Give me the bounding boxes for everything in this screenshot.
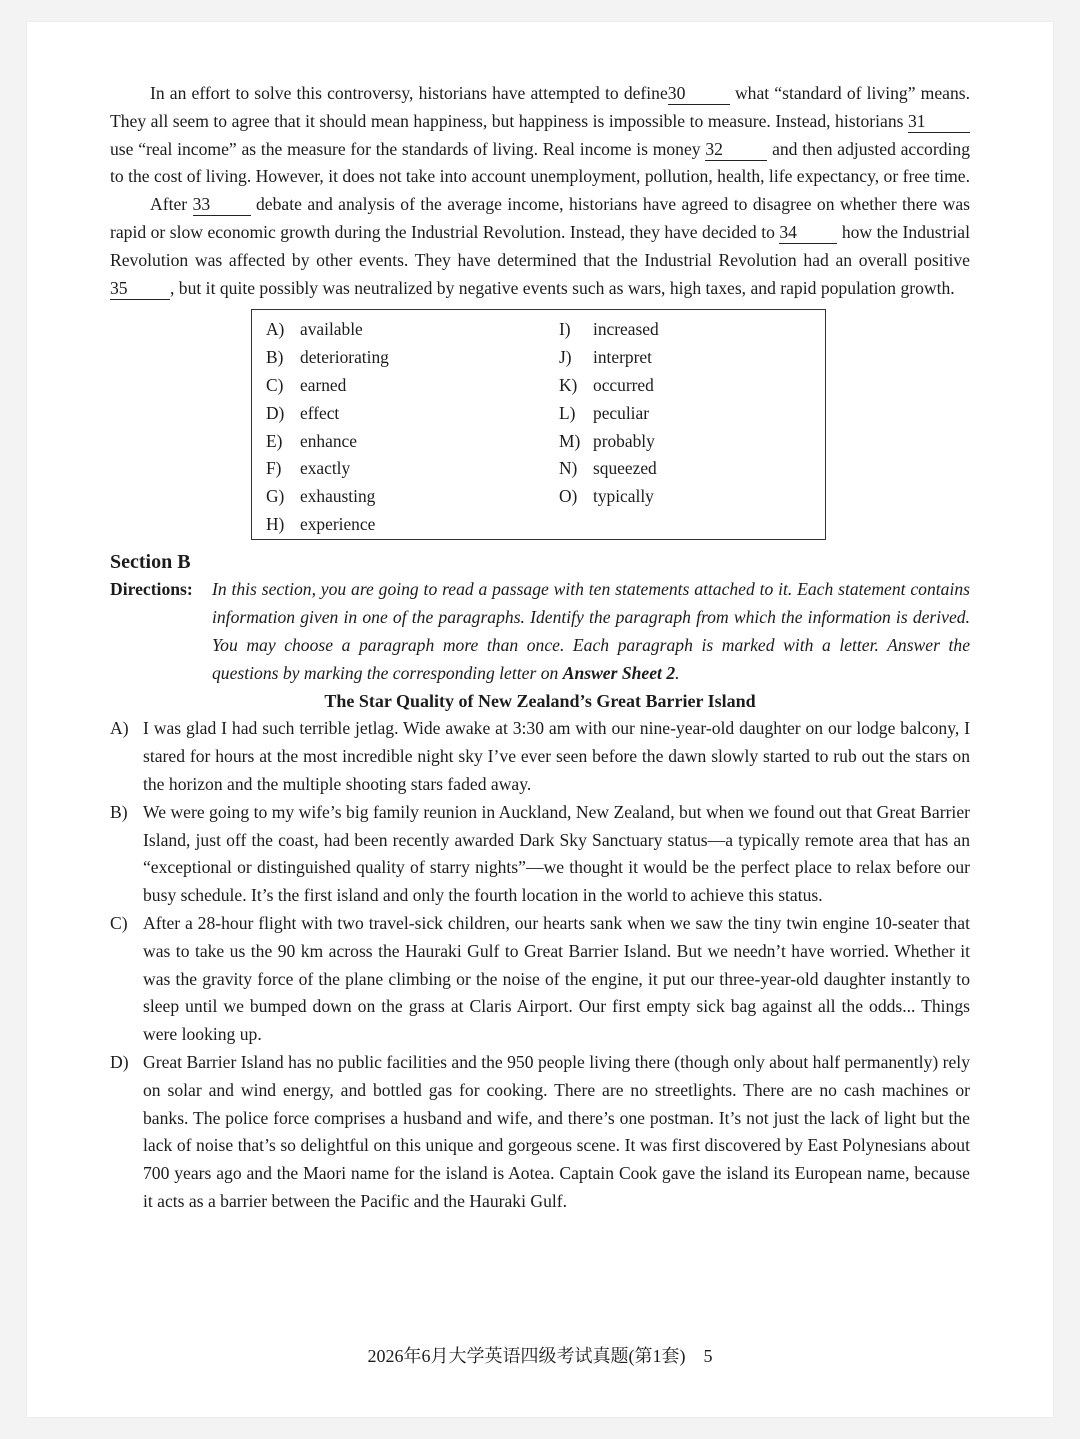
word-bank-item: A) available xyxy=(266,319,363,340)
cloze-paragraph-1: In an effort to solve this controversy, historians have attempted to define30 what “standard of living” means. They all seem to agree that it should mean happiness, but happiness is impossible to measure. Instead, historians 31 use “real income” as the measure for the standards of living. Real income is money 32 and then adjusted according to the cost of living. However, it does not take into account unemployment, pollution, health, life expectancy, or free time. xyxy=(110,83,971,187)
word-bank-item: N) squeezed xyxy=(559,458,657,479)
word-bank-item: E) enhance xyxy=(266,430,357,451)
word-bank-item: D) effect xyxy=(266,402,340,423)
paragraph-letter: D) xyxy=(110,1051,129,1072)
blank-32: 32 xyxy=(705,138,767,161)
word-bank-item: J) interpret xyxy=(559,347,652,368)
word-bank xyxy=(251,309,826,540)
blank-30: 30 xyxy=(668,82,730,105)
directions-label: Directions: xyxy=(110,579,193,600)
word-bank-item: K) occurred xyxy=(559,374,654,395)
paragraph-text: Great Barrier Island has no public facilities and the 950 people living there (though only about half permanently) rely on solar and wind energy, and bottled gas for cooking. There are no streetlights. There are no cash machines or banks. The police force comprises a husband and wife, and there’s one postman. It’s not just the lack of light but the lack of noise that’s so delightful on this unique and gorgeous scene. It was first discovered by East Polynesians about 700 years ago and the Maori name for the island is Aotea. Captain Cook gave the island its European name, because it acts as a barrier between the Pacific and the Hauraki Gulf. xyxy=(143,1051,970,1211)
word-bank-item: L) peculiar xyxy=(559,402,650,423)
directions-text: In this section, you are going to read a passage with ten statements attached to it. Each statement contains information given in one of the paragraphs. Identify the paragraph from which the information is derived. You may choose a paragraph more than once. Each paragraph is marked with a letter. Answer the questions by marking the corresponding letter on Answer Sheet 2. xyxy=(212,579,970,683)
paragraph-letter: A) xyxy=(110,718,129,739)
blank-34: 34 xyxy=(779,221,837,244)
page-number: 5 xyxy=(703,1346,713,1366)
word-bank-right-column xyxy=(559,316,659,511)
word-bank-item: O) typically xyxy=(559,486,654,507)
blank-33: 33 xyxy=(193,193,251,216)
article-paragraph-a xyxy=(110,715,970,798)
cloze-paragraph-2: After 33 debate and analysis of the average income, historians have agreed to disagree on whether there was rapid or slow economic growth during the Industrial Revolution. Instead, they have decided to 34 how the Industrial Revolution was affected by other events. They have determined that the Industrial Revolution had an overall positive 35 , but it quite possibly was neutralized by negative events such as wars, high taxes, and rapid population growth. xyxy=(110,194,970,298)
footer-exam-title: 2026年6月大学英语四级考试真题(第1套) xyxy=(367,1346,686,1366)
directions xyxy=(110,576,970,687)
paragraph-letter: B) xyxy=(110,801,128,822)
word-bank-item: M) probably xyxy=(559,430,655,451)
section-title: Section B xyxy=(110,551,191,574)
article-paragraph-d xyxy=(110,1049,970,1216)
paragraph-text: I was glad I had such terrible jetlag. Wide awake at 3:30 am with our nine-year-old daughter on our lodge balcony, I stared for hours at the most incredible night sky I’ve ever seen before the dawn slowly started to rub out the stars on the horizon and the multiple shooting stars faded away. xyxy=(143,718,970,794)
word-bank-item: C) earned xyxy=(266,374,347,395)
blank-31: 31 xyxy=(908,110,970,133)
word-bank-item: G) exhausting xyxy=(266,486,376,507)
answer-sheet-reference: Answer Sheet 2 xyxy=(562,662,676,683)
article-paragraph-c xyxy=(110,910,970,1049)
word-bank-item: F) exactly xyxy=(266,458,351,479)
word-bank-item: I) increased xyxy=(559,319,659,340)
page-footer xyxy=(0,1342,1080,1368)
word-bank-item: B) deteriorating xyxy=(266,347,389,368)
exam-content xyxy=(110,80,970,1216)
paragraph-text: After a 28-hour flight with two travel-sick children, our hearts sank when we saw the tiny twin engine 10-seater that was to take us the 90 km across the Hauraki Gulf to Great Barrier Island. But we needn’t have worried. Whether it was the gravity force of the plane climbing or the noise of the engine, it put our three-year-old daughter instantly to sleep until we bumped down on the grass at Claris Airport. Our first empty sick bag against all the odds... Things were looking up. xyxy=(143,912,970,1045)
article-title: The Star Quality of New Zealand’s Great Barrier Island xyxy=(324,690,756,711)
word-bank-left-column xyxy=(266,316,389,538)
article-paragraph-b xyxy=(110,799,970,910)
paragraph-letter: C) xyxy=(110,912,128,933)
word-bank-item: H) experience xyxy=(266,513,376,534)
paragraph-text: We were going to my wife’s big family reunion in Auckland, New Zealand, but when we found out that Great Barrier Island, just off the coast, had been recently awarded Dark Sky Sanctuary status—a typically remote area that has an “exceptional or distinguished quality of starry nights”—we thought it would be the perfect place to relax before our busy schedule. It’s the first island and only the fourth location in the world to achieve this status. xyxy=(143,801,970,906)
blank-35: 35 xyxy=(110,277,170,300)
